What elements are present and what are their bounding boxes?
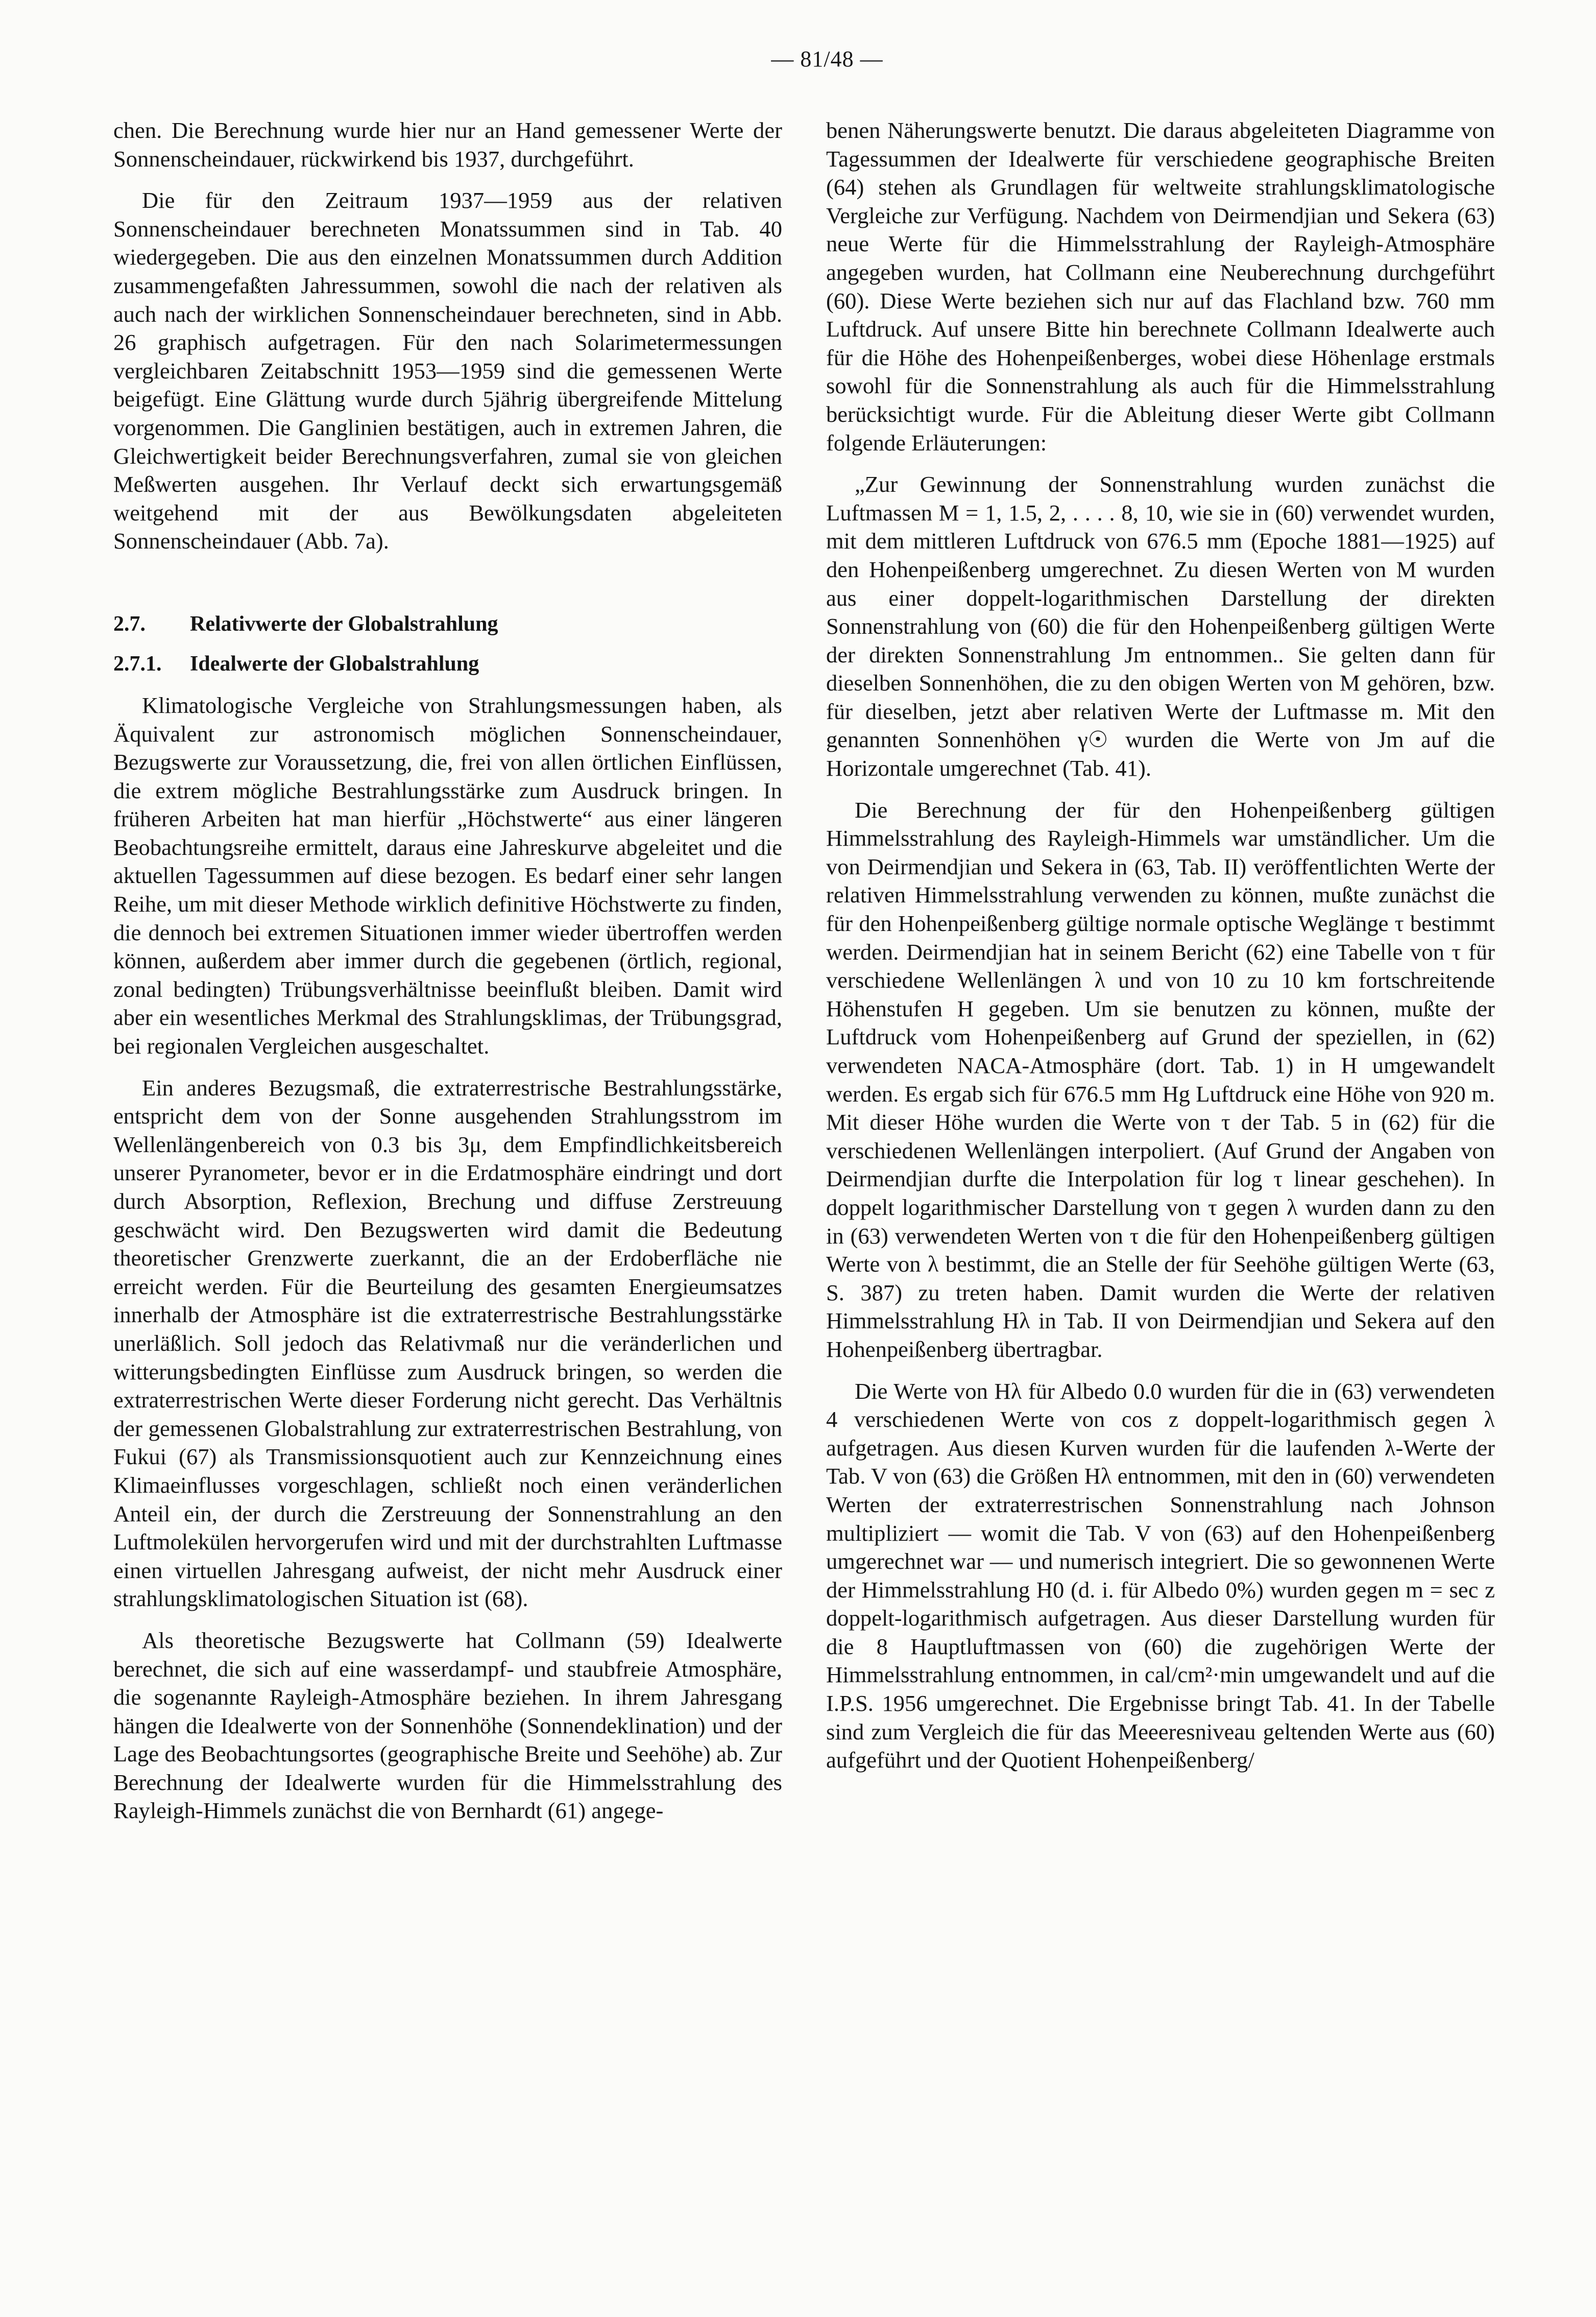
subsection-title: Idealwerte der Globalstrahlung <box>190 652 479 676</box>
paragraph: Die Berechnung der für den Hohenpeißenberg gültigen Himmelsstrahlung des Rayleigh-Himmels war umständlicher. Um die von Deirmendjian und Sekera in (63, Tab. II) veröffentlichten Werte der relativen Himmelsstrahlung verwenden zu können, mußte zunächst die für den Hohenpeißenberg gültige normale optische Weglänge τ bestimmt werden. Deirmendjian hat in seinem Bericht (62) eine Tabelle von τ für verschiedene Wellenlängen λ und von 10 zu 10 km fortschreitende Höhenstufen H gegeben. Um sie benutzen zu können, mußte der Luftdruck vom Hohenpeißenberg auf Grund der speziellen, in (62) verwendeten NACA-Atmosphäre (dort. Tab. 1) in H umgewandelt werden. Es ergab sich für 676.5 mm Hg Luftdruck eine Höhe von 920 m. Mit dieser Höhe wurden die Werte von τ der Tab. 5 in (62) für die verschiedenen Wellenlängen interpoliert. (Auf Grund der Angaben von Deirmendjian durfte die Interpolation für log τ linear geschehen). In doppelt logarithmischer Darstellung von τ gegen λ wurden dann zu den in (63) verwendeten Werten von τ die für den Hohenpeißenberg gültigen Werte von λ bestimmt, die an Stelle der für Seehöhe gültigen Werte (63, S. 387) zu treten haben. Damit wurden die Werte der relativen Himmelsstrahlung Hλ in Tab. II von Deirmendjian und Sekera auf den Hohenpeißenberg übertragbar. <box>826 797 1495 1362</box>
page-number: — 81/48 — <box>771 46 883 71</box>
quoted-paragraph: „Zur Gewinnung der Sonnenstrahlung wurden zunächst die Luftmassen M = 1, 1.5, 2, . . . . 8, 10, wie sie in (60) verwendet wurden, mit dem mittleren Luftdruck von 676.5 mm (Epoche 1881—1925) auf den Hohenpeißenberg umgerechnet. Zu diesen Werten von M wurden aus einer doppelt-logarithmischen Darstellung der direkten Sonnenstrahlung von (60) die für den Hohenpeißenberg gültigen Werte der direkten Sonnenstrahlung Jm entnommen.. Sie gelten dann für dieselben Sonnenhöhen, die zu den obigen Werten von M gehören, bzw. für dieselben, jetzt aber relativen Werte der Luftmasse m. Mit den genannten Sonnenhöhen γ☉ wurden die Werte von Jm auf die Horizontale umgerechnet (Tab. 41). <box>826 471 1495 781</box>
right-column <box>826 116 1495 1788</box>
paragraph: Als theoretische Bezugswerte hat Collmann (59) Idealwerte berechnet, die sich auf eine wasserdampf- und staubfreie Atmosphäre, die sogenannte Rayleigh-Atmosphäre beziehen. In ihrem Jahresgang hängen die Idealwerte von der Sonnenhöhe (Sonnendeklination) und der Lage des Beobachtungsortes (geographische Breite und Seehöhe) ab. Zur Berechnung der Idealwerte wurden für die Himmelsstrahlung des Rayleigh-Himmels zunächst die von Bernhardt (61) angege- <box>113 1627 782 1824</box>
paragraph: chen. Die Berechnung wurde hier nur an Hand gemessener Werte der Sonnenscheindauer, rückwirkend bis 1937, durchgeführt. <box>113 117 782 172</box>
paragraph: Die für den Zeitraum 1937—1959 aus der relativen Sonnenscheindauer berechneten Monatssummen sind in Tab. 40 wiedergegeben. Die aus den einzelnen Monatssummen durch Addition zusammengefaßten Jahressummen, sowohl die nach der relativen als auch nach der wirklichen Sonnenscheindauer berechneten, sind in Abb. 26 graphisch aufgetragen. Für den nach Solarimetermessungen vergleichbaren Zeitabschnitt 1953—1959 sind die gemessenen Werte beigefügt. Eine Glättung wurde durch 5jährig übergreifende Mittelung vorgenommen. Die Ganglinien bestätigen, auch in extremen Jahren, die Gleichwertigkeit beider Berechnungsverfahren, zumal sie von gleichen Meßwerten ausgehen. Ihr Verlauf deckt sich erwartungsgemäß weitgehend mit der aus Bewölkungsdaten abgeleiteten Sonnenscheindauer (Abb. 7a). <box>113 187 782 554</box>
paragraph: Klimatologische Vergleiche von Strahlungsmessungen haben, als Äquivalent zur astronomisch möglichen Sonnenscheindauer, Bezugswerte zur Voraussetzung, die, frei von allen örtlichen Einflüssen, die extrem mögliche Bestrahlungsstärke zum Ausdruck bringen. In früheren Arbeiten hat man hierfür „Höchstwerte“ aus einer längeren Beobachtungsreihe ermittelt, daraus eine Jahreskurve abgeleitet und die aktuellen Tagessummen auf diese bezogen. Es bedarf einer sehr langen Reihe, um mit dieser Methode wirklich definitive Höchstwerte zu finden, die dennoch bei extremen Situationen immer wieder übertroffen werden können, außerdem aber immer durch die gegebenen (örtlich, regional, zonal bedingten) Trübungsverhältnisse beeinflußt bleiben. Damit wird aber ein wesentliches Merkmal des Strahlungsklimas, der Trübungsgrad, bei regionalen Vergleichen ausgeschaltet. <box>113 692 782 1059</box>
paragraph: Die Werte von Hλ für Albedo 0.0 wurden für die in (63) verwendeten 4 verschiedenen Werte von cos z doppelt-logarithmisch gegen λ aufgetragen. Aus diesen Kurven wurden für die laufenden λ-Werte der Tab. V von (63) die Größen Hλ entnommen, mit den in (60) verwendeten Werten der extraterrestrischen Sonnenstrahlung nach Johnson multipliziert — womit die Tab. V von (63) auf den Hohenpeißenberg umgerechnet war — und numerisch integriert. Die so gewonnenen Werte der Himmelsstrahlung H0 (d. i. für Albedo 0%) wurden gegen m = sec z doppelt-logarithmisch aufgetragen. Aus dieser Darstellung wurden für die 8 Hauptluftmassen von (60) die zugehörigen Werte der Himmelsstrahlung entnommen, in cal/cm²·min umgewandelt und auf die I.P.S. 1956 umgerechnet. Die Ergebnisse bringt Tab. 41. In der Tabelle sind zum Vergleich die für das Meeeresniveau geltenden Werte aus (60) aufgeführt und der Quotient Hohenpeißenberg/ <box>826 1378 1495 1773</box>
paragraph: Ein anderes Bezugsmaß, die extraterrestrische Bestrahlungsstärke, entspricht dem von der Sonne ausgehenden Strahlungsstrom im Wellenlängenbereich von 0.3 bis 3μ, dem Empfindlichkeitsbereich unserer Pyranometer, bevor er in die Erdatmosphäre eindringt und dort durch Absorption, Reflexion, Brechung und diffuse Zerstreuung geschwächt wird. Den Bezugswerten wird damit die Bedeutung theoretischer Grenzwerte zuerkannt, die an der Erdoberfläche nie erreicht werden. Für die Beurteilung des gesamten Energieumsatzes innerhalb der Atmosphäre ist die extraterrestrische Bestrahlungsstärke unerläßlich. Soll jedoch das Relativmaß nur die veränderlichen und witterungsbedingten Einflüsse zum Ausdruck bringen, so werden die extraterrestrischen Werte dieser Forderung nicht gerecht. Das Verhältnis der gemessenen Globalstrahlung zur extraterrestrischen Bestrahlung, von Fukui (67) als Transmissionsquotient auch zur Kennzeichnung eines Klimaeinflusses vorgeschlagen, schließt noch einen veränderlichen Anteil ein, der durch die Zerstreuung der Sonnenstrahlung an den Luftmolekülen hervorgerufen wird und mit der durchstrahlten Luftmasse einen virtuellen Jahresgang aufweist, der nicht mehr Ausdruck einer strahlungsklimatologischen Situation ist (68). <box>113 1074 782 1612</box>
left-column <box>113 116 782 1838</box>
subsection-heading <box>113 650 782 678</box>
paragraph: benen Näherungswerte benutzt. Die daraus abgeleiteten Diagramme von Tagessummen der Idealwerte für verschiedene geographische Breiten (64) stehen als Grundlagen für weltweite strahlungsklimatologische Vergleiche zur Verfügung. Nachdem von Deirmendjian und Sekera (63) neue Werte für die Himmelsstrahlung der Rayleigh-Atmosphäre angegeben wurden, hat Collmann eine Neuberechnung durchgeführt (60). Diese Werte beziehen sich nur auf das Flachland bzw. 760 mm Luftdruck. Auf unsere Bitte hin berechnete Collmann Idealwerte auch für die Höhe des Hohenpeißenberges, wobei diese Höhenlage erstmals sowohl für die Sonnenstrahlung als auch für die Himmelsstrahlung berücksichtigt wurde. Für die Ableitung dieser Werte gibt Collmann folgende Erläuterungen: <box>826 117 1495 456</box>
section-heading <box>113 610 782 638</box>
section-number: 2.7. <box>113 612 146 636</box>
subsection-number: 2.7.1. <box>113 652 162 676</box>
section-title: Relativwerte der Globalstrahlung <box>190 612 498 636</box>
